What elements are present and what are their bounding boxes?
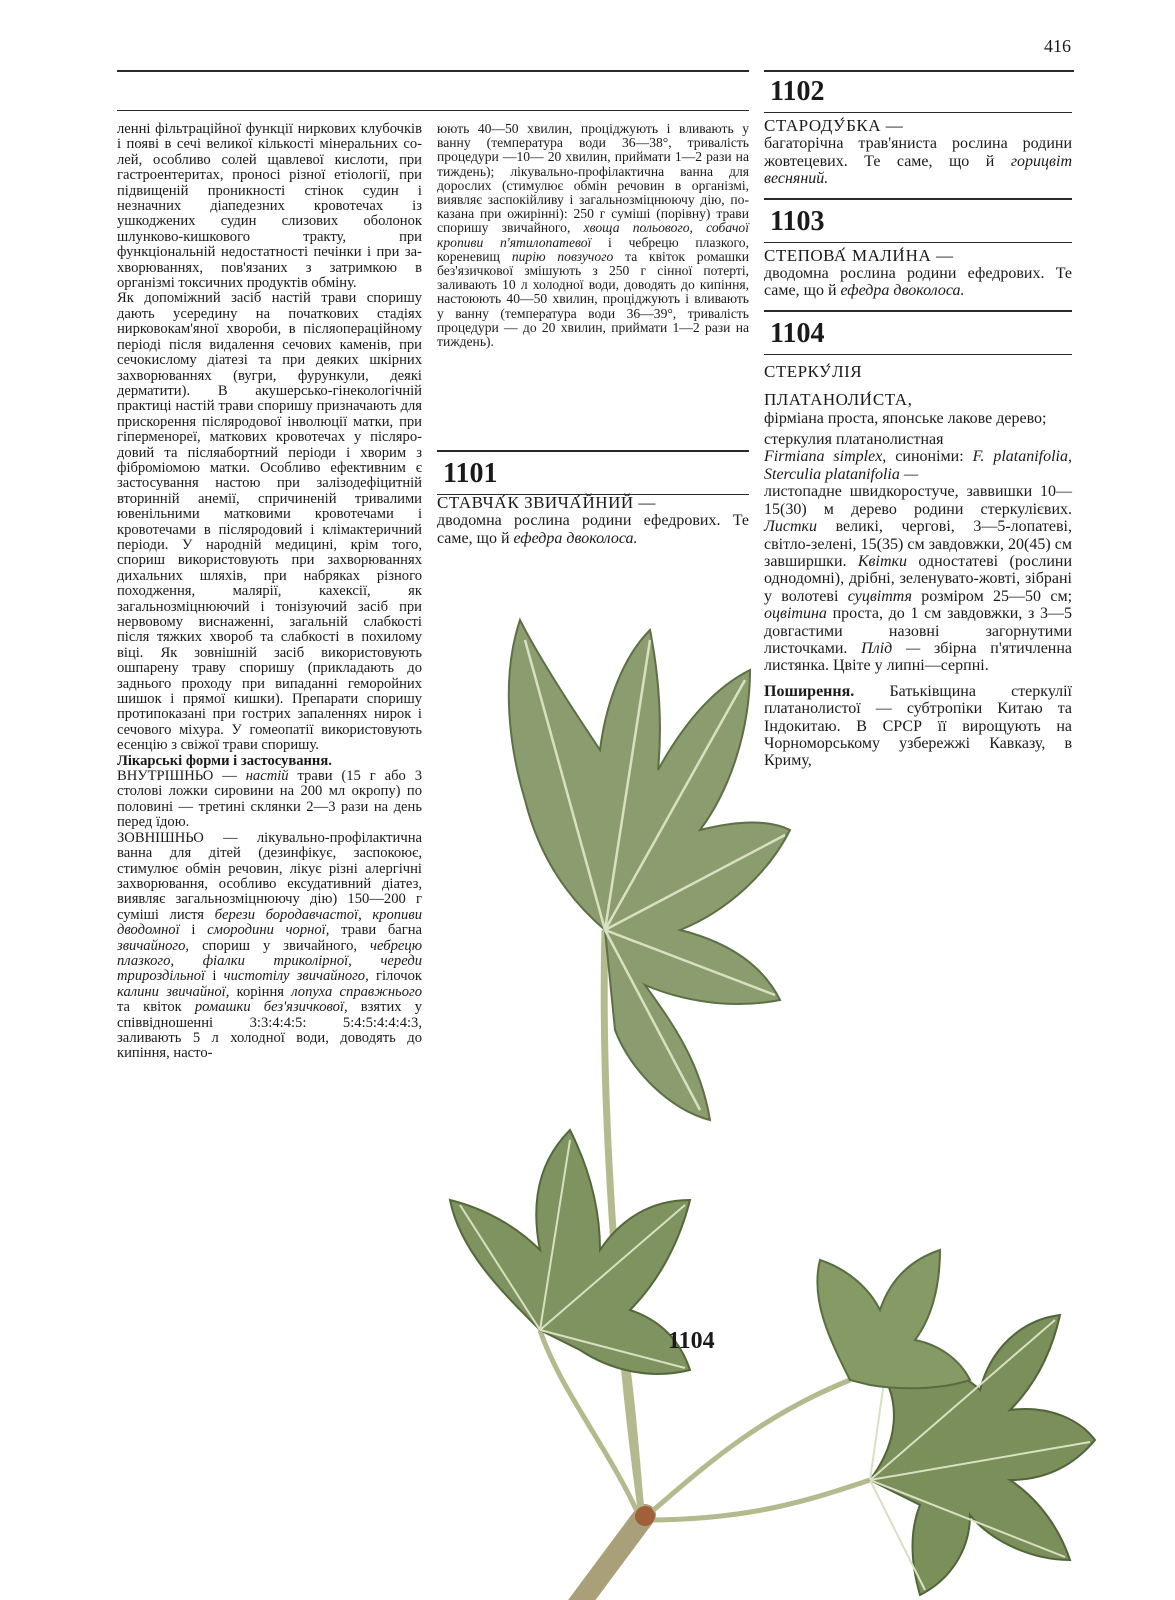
text: синоніми: xyxy=(895,448,964,466)
entry-text: багаторічна трав'яниста рослина родини жовтецевих. Те саме, що й xyxy=(764,135,1072,170)
label: ЗОВНІШНЬО — xyxy=(117,829,238,846)
paragraph: ленні фільтраційної функції ниркових клубочків і появі в сечі великої кількості мінеральних солей, особливо солей щавлевої кислоти, при гастроентеритах, проносі різної етіології, при підвищеній проникності стінок судин і незначних діапедезних кровотечах із ушкоджених судин слизових оболонок шлунково-кишкового тракту, при функціональній недостатності печінки і при захворюваннях, пов'язаних з затримкою в організмі токсичних продуктів обміну. xyxy=(117,121,422,292)
paragraph: Як допоміжний засіб настій трави споришу дають усередину на початкових стадіях нирковокам'яної хвороби, в післяопераційному періоді після видалення сечових каменів, при сечокислому діатезі та при деяких шкірних захворюваннях (вугри, фурункули, деякі дерматити). В акушерсько-гінекологічній практиці настій трави споришу призначають для прискорення післяродової інволюції матки, при гіперменореї, маткових кровотечах у післяродовий та післяабортний періоди і хворим з фібромiомою матки. Особливо ефективним є застосування настою при залізодефіцитній вторинній анемії, спричиненій тривалими ювенільними матковими кровотечами і кровотечами в післяродовий і клімактеричний періоди. У народній медицині, крім того, спориш використовують при захворюваннях дихальних шляхів, при набряках різного походження, малярії, кахексії, як загальнозміцнюючий і тонізуючий засіб при нервовому виснаженні, загальній слабкості після тяжких хвороб та слабкості в похилому віці. Як зовнішній засіб використовують ошпарену траву споришу (прикладають до заднього проходу при випаданні геморойних шишок і прямої кишки). Препарати споришу протипоказані при гострих запаленнях нирок і сечового міхура. У гомеопатії використовують есенцію з свіжої трави споришу. xyxy=(117,290,422,754)
main-leaf xyxy=(509,620,790,1120)
section-title: Лікарські форми і застосування. xyxy=(117,752,332,769)
headword-part: СТЕПОВА xyxy=(764,245,847,265)
entry-headword: СТАВЧА́К ЗВИЧА́ЙНИЙ — xyxy=(437,493,656,513)
synonyms: фірміана проста, японське лакове дерево; xyxy=(764,409,1047,427)
term: суцвіття xyxy=(847,587,912,605)
entry-number: 1104 xyxy=(770,317,825,349)
forms-section xyxy=(117,754,422,769)
paragraph xyxy=(437,122,749,349)
term: калини звичайної, xyxy=(117,983,230,1000)
top-rule-right xyxy=(764,70,1074,72)
entry-1101-rule-top xyxy=(437,450,749,452)
cross-reference: горицвіт весняний. xyxy=(764,152,1072,188)
term: кропиви дводомної xyxy=(117,906,422,939)
text: проста, до 1 см завдовжки, з 3—5 довгастими назовні загорнутими листочками. xyxy=(764,605,1073,657)
headword-part: ЛІЯ xyxy=(832,361,863,381)
term: хвоща польового, xyxy=(583,220,693,236)
text: і xyxy=(212,968,217,985)
headword-part: БКА — xyxy=(846,116,904,135)
text: трави (15 г або 3 столові ложки сировини на 200 мл окропу) по половині — третині склянки 2—3 рази на день перед їдою. xyxy=(117,768,422,831)
column-2 xyxy=(437,122,749,349)
label: ВНУТРІШНЬО — xyxy=(117,768,237,785)
text: лікувально-профілактична ванна для дітей (дезинфікує, заспокоює, стимулює обмін речовин, лікує різні алергічні захворювання, особливо ексудативний діатез, виявляє загальнозміцнюючу дію) 150—200 г суміші листя xyxy=(117,829,422,923)
term: настій xyxy=(245,768,289,785)
headword-part: СТЕРКУ xyxy=(764,361,832,381)
plant-illustration xyxy=(430,600,1100,1600)
headword-part: МАЛИ xyxy=(847,245,906,265)
term: фіалки триколірної, xyxy=(202,952,352,969)
term: лопуха справжнього xyxy=(291,983,422,1000)
cross-reference: ефедра двоколоса. xyxy=(513,529,638,547)
term: чистотілу звичайного, xyxy=(223,968,369,985)
latin-names xyxy=(764,448,1072,483)
term: Плід — xyxy=(861,639,921,657)
term: оцвітина xyxy=(764,605,827,623)
headword-part: ЙНИЙ — xyxy=(582,493,656,512)
entry-number: 1101 xyxy=(443,458,498,489)
entry-text: дводомна рослина родини ефедрових. Те саме, що й xyxy=(437,512,749,547)
figure-label: 1104 xyxy=(668,1328,715,1354)
external-use xyxy=(117,831,422,1062)
headword-part: ПЛАТАНОЛИ xyxy=(764,390,873,410)
latin-name: F. platanifolia, Sterculia platanifolia — xyxy=(764,448,1072,483)
text: одностатеві (рослини однодомні), дрібні, зеленувато-жовті, зібрані у волотеві xyxy=(764,552,1073,605)
text: взятих у співвідношенні 3:3:4:4:5: 5:4:5:4:4:4:3, заливають 5 л холодної води, доводять до кипіння, насто- xyxy=(117,999,422,1062)
text: та квіток ромашки без'язичкової змішують з 250 г сінної потерті, заливають 10 л холодної води, доводять до кипіння, настоюють 40—50 хвилин, проціджують і вливають у ванну (температура води 36—39°, тривалість процедури — до 20 хвилин, приймати 1—2 рази на тиждень). xyxy=(437,248,749,350)
entry-1102-text xyxy=(764,135,1072,187)
term: собачої кропиви п'ятилопатевої xyxy=(437,220,749,250)
headword-part: СТАРОДУ xyxy=(764,116,846,135)
entry-text: дводомна рослина родини ефедрових. Те саме, що й xyxy=(764,265,1072,300)
headword-part: НА — xyxy=(905,245,954,265)
headword-part: СТА, xyxy=(872,390,913,410)
cross-reference: ефедра двоколоса. xyxy=(840,282,965,300)
term: чебрецю плазкого, xyxy=(117,937,422,969)
text: та квіток xyxy=(117,999,182,1016)
entry-1101 xyxy=(437,458,749,547)
middle-leaf xyxy=(817,1250,970,1388)
entry-number: 1103 xyxy=(770,205,825,237)
term: Квітки xyxy=(857,552,907,570)
term: звичайного, xyxy=(117,937,190,954)
russian-name: стеркулия платанолистная xyxy=(764,431,944,449)
entry-headword: СТЕПОВА́ МАЛИ́НА — xyxy=(764,245,954,266)
internal-use xyxy=(117,769,422,831)
text: трави багна xyxy=(341,922,423,939)
headword-part: К ЗВИЧА xyxy=(507,493,583,512)
text: листопадне швидкоростуче, заввишки 10—15(30) м дерево родини стеркулієвих. xyxy=(764,483,1072,518)
latin-name: Firmiana simplex, xyxy=(764,448,887,466)
term: Листки xyxy=(764,518,817,536)
page-number: 416 xyxy=(1044,36,1071,56)
text: і чебрецю плазкого, кореневищ xyxy=(437,234,749,264)
text: гілочок xyxy=(376,968,422,985)
entry-headword: СТАРОДУ́БКА — xyxy=(764,116,904,136)
entry-headword: СТЕРКУ́ЛІЯ xyxy=(764,361,863,382)
column-1 xyxy=(117,122,422,1062)
text: Батьківщина стеркулії платанолистої — субтропіки Китаю та Індокитаю. В СРСР її вирощують на Чорноморському узбережжі Кавказу, в Криму, xyxy=(764,682,1072,770)
text: збірна п'ятичленна листянка. Цвіте у липні—серпні. xyxy=(764,639,1073,675)
text: розміром 25—50 см; xyxy=(921,587,1073,605)
header-rule-left xyxy=(117,110,749,111)
lower-leaf xyxy=(450,1130,690,1374)
entry-1101-rule-mid xyxy=(437,494,749,495)
text: великі, чергові, 3—5-лопатеві, світло-зелені, 15(35) см завдовжки, 20(45) см завширшки. xyxy=(764,518,1073,570)
top-rule-left xyxy=(117,70,749,72)
entry-number: 1102 xyxy=(770,76,825,107)
term: ромашки без'язичкової, xyxy=(194,999,348,1016)
text: і xyxy=(191,922,196,939)
term: смородини чорної, xyxy=(207,922,330,939)
section-title: Поширення. xyxy=(764,682,855,700)
headword-part: СТАВЧА xyxy=(437,493,507,512)
entry-1103-text xyxy=(764,265,1072,300)
term: пирію повзучого xyxy=(511,248,614,264)
entry-headword: ПЛАТАНОЛИ́СТА, xyxy=(764,390,913,411)
text: спориш у звичайного, xyxy=(202,937,358,954)
term: череди трироздільної xyxy=(117,952,422,985)
text: коріння xyxy=(236,983,284,1000)
text: юють 40—50 хвилин, проціджують і вливають у ванну (температура води 36—38°, тривалість процедури —10— 20 хвилин, приймати 1—2 рази на тиждень); лікувально-профілактична ванна для дорослих (стимулює обмін речовин в організмі, виявляє заспокійливу і загальнозміцнюючу дію, показана при ожирінні): 250 г суміші (порівну) трави споришу звичайного, xyxy=(437,121,749,236)
term: берези бородавчастої, xyxy=(214,906,362,923)
